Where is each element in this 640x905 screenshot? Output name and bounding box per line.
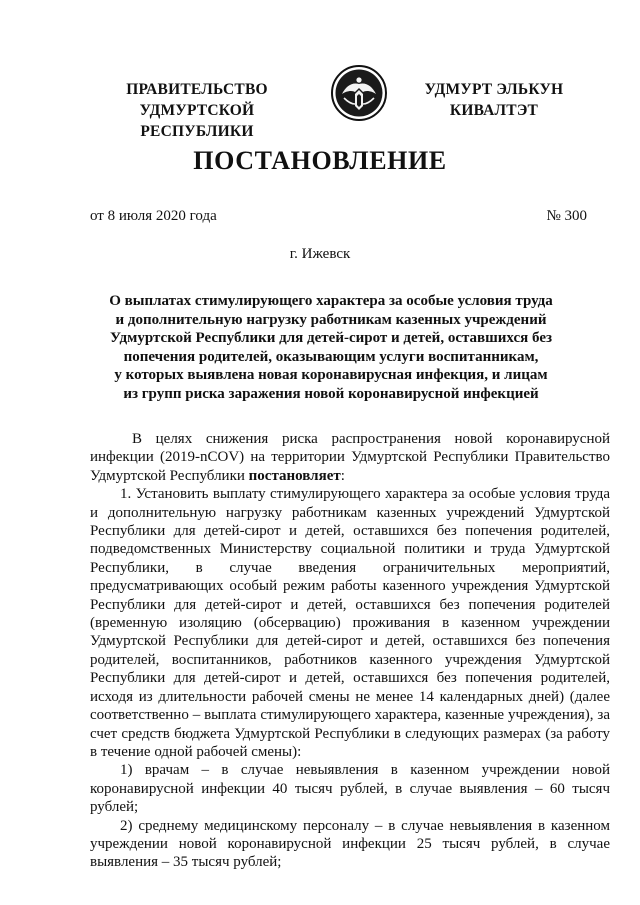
subject-line: у которых выявлена новая коронавирусная инфекция, и лицам (114, 367, 548, 383)
header-right-line1: УДМУРТ ЭЛЬКУН (424, 81, 564, 98)
paragraph-1-2: 2) среднему медицинскому персоналу – в случае невыявления в казенном учреждении новой коронавирусной инфекции 25 тысяч рублей, в случае выявления – 35 тысяч рублей; (90, 817, 610, 871)
document-body (90, 430, 610, 872)
coat-of-arms-emblem-icon (330, 64, 388, 122)
header-left-line2: УДМУРТСКОЙ РЕСПУБЛИКИ (139, 102, 255, 140)
subject-line: из групп риска заражения новой коронавирусной инфекцией (123, 385, 539, 402)
subject-line: Удмуртской Республики для детей-сирот и детей, оставшихся без (109, 330, 553, 346)
subject-line: попечения родителей, оказывающим услуги воспитанникам, (123, 348, 539, 365)
subject-line: и дополнительную нагрузку работникам казенных учреждений (115, 311, 547, 328)
document-date: от 8 июля 2020 года (90, 208, 217, 224)
intro-colon: : (340, 467, 345, 484)
intro-paragraph (90, 430, 610, 485)
header-right (416, 79, 572, 121)
header-right-line2: КИВАЛТЭТ (449, 102, 539, 119)
document-title: ПОСТАНОВЛЕНИЕ (193, 146, 447, 175)
intro-text: В целях снижения риска распространения новой коронавирусной инфекции (2019-nCOV) на территории Удмуртской Республики Правительство Удмуртской Республики (90, 431, 610, 484)
document-city: г. Ижевск (289, 246, 351, 262)
paragraph-1-1: 1) врачам – в случае невыявления в казенном учреждении новой коронавирусной инфекции 40 тысяч рублей, в случае выявления – 60 тысяч рублей; (90, 762, 610, 816)
paragraph-1: 1. Установить выплату стимулирующего характера за особые условия труда и дополнительную нагрузку работникам казенных учреждений Удмуртской Республики для детей-сирот и детей, оставшихся без попечения родителей, подведомственных Министерству социальной политики и труда Удмуртской Республики, в случае введения ограничительных мероприятий, предусматривающих особый режим работы казенного учреждения Удмуртской Республики для детей-сирот и детей, оставшихся без попечения родителей (временную изоляцию (обсервацию) проживания в казенном учреждении Удмуртской Республики для детей-сирот и детей, оставшихся без попечения родителей, воспитанников, работников казенного учреждения Удмуртской Республики для детей-сирот и детей, оставшихся без попечения родителей, исходя из длительности рабочей смены не менее 14 календарных дней) (далее соответственно – выплата стимулирующего характера, казенные учреждения), за счет средств бюджета Удмуртской Республики в следующих размерах (за работу в течение одной рабочей смены): (90, 486, 610, 760)
intro-decree-word: постановляет (248, 467, 341, 484)
header-left (86, 79, 308, 142)
subject-line: О выплатах стимулирующего характера за особые условия труда (109, 293, 553, 309)
document-subject (86, 292, 576, 403)
document-number: № 300 (546, 208, 587, 224)
header-left-line1: ПРАВИТЕЛЬСТВО (126, 81, 268, 98)
